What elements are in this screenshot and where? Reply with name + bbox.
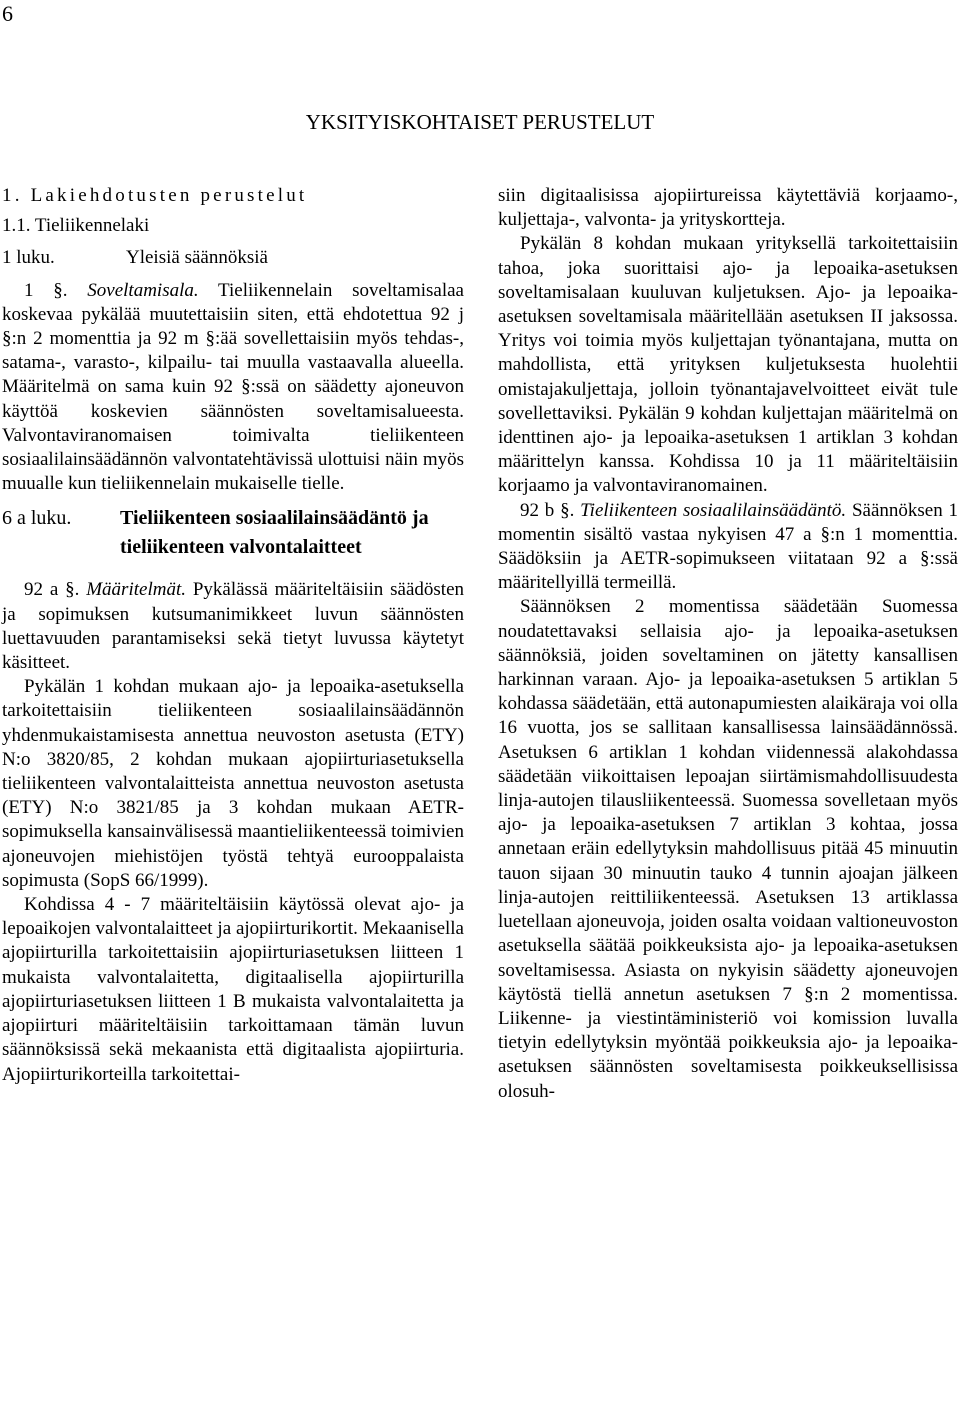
chapter-1-heading	[2, 246, 464, 270]
section-1-number: 1 §.	[24, 279, 88, 301]
section-92a-text: Pykälässä määriteltäisiin säädösten ja sopimuksen kutsumanimikkeet luvun säännösten luettavuuden parantamiseksi sekä tietyt luvussa käytetyt käsitteet.	[2, 579, 465, 674]
right-column	[498, 184, 958, 1104]
section-92b-paragraph	[498, 499, 958, 596]
chapter-6a-title: Tieliikenteen sosiaalilainsäädäntö ja tieliikenteen valvontalaitteet	[120, 507, 429, 559]
left-paragraph-2: Pykälän 1 kohdan mukaan ajo- ja lepoaika-asetuksella tarkoitettaisiin tieliikenteen sosiaalilainsäädännön yhdenmukaistamisesta annettua neuvoston asetusta (ETY) N:o 3820/85, 2 kohdan mukaan ajopiirturiasetuksella tieliikenteen valvontalaitteista annettua neuvoston asetusta (ETY) N:o 3821/85 ja 3 kohdan mukaan AETR-sopimuksella kansainvälisessä maantieliikenteessä toimivien ajoneuvojen miehistöjen työstä tehtyä eurooppalaista sopimusta (SopS 66/1999).	[2, 676, 464, 891]
right-paragraph-2: Pykälän 8 kohdan mukaan yrityksellä tarkoitettaisiin tahoa, joka suorittaisi ajo- ja lepoaika-asetuksen soveltamisalaan kuuluvan kuljetuksen. Ajo- ja lepoaika-asetuksen soveltamisala määritellään asetuksen II jaksossa. Yritys voi toimia myös kuljettajan työnantajana, mutta on mahdollista, että yrityksen kuljetuksesta huolehtii omistajakuljettaja, jolloin työnantajavelvoitteet eivät tule sovellettaviksi. Pykälän 9 kohdan kuljettajan määritelmä on identtinen ajo- ja lepoaika-asetuksen 1 artiklan 3 kohdan määrittelyn kanssa. Kohdissa 10 ja 11 määriteltäisiin korjaamo ja valvontaviranomainen.	[498, 233, 958, 497]
chapter-1-label: 1 luku.	[2, 247, 55, 269]
section-92b-title: Tieliikenteen sosiaalilainsäädäntö.	[580, 499, 847, 521]
right-paragraph-1: siin digitaalisissa ajopiirtureissa käytettäviä korjaamo-, kuljettaja-, valvonta- ja yrityskortteja.	[498, 185, 958, 231]
section-92a-title: Määritelmät.	[86, 579, 186, 601]
left-column	[2, 184, 464, 1087]
page-number: 6	[2, 1, 13, 26]
section-1-title: Soveltamisala.	[87, 279, 199, 301]
left-paragraph-3: Kohdissa 4 - 7 määriteltäisiin käytössä olevat ajo- ja lepoaikojen valvontalaitteet ja ajopiirturikortit. Mekaanisella ajopiirturilla tarkoitettaisiin ajopiirturiasetuksen liitteen 1 mukaista valvontalaitetta, digitaalisella ajopiirturilla ajopiirturiasetuksen liitteen 1 B mukaista valvontalaitetta ja ajopiirturi määriteltäisiin tarkoittamaan tämän luvun säännöksissä sekä mekaanista että digitaalista ajopiirturia. Ajopiirturikorteilla tarkoitettai-	[2, 894, 464, 1085]
section-1-text: Tieliikennelain soveltamisalaa koskevaa pykälää muutettaisiin siten, että ehdotettua 92 j §:n 2 momenttia ja 92 m §:ää sovellettaisiin myös tehdas-, satama-, varasto-, kilpailu- tai muulla vastaavalla alueella. Määritelmä on sama kuin 92 §:ssä on säädetty ajoneuvon käyttöä koskevien säännösten soveltamisalueesta. Valvontaviranomaisen toimivalta tieliikenteen sosiaalilainsäädännön valvontatehtävissä ulottuisi näin myös muualle kun tieliikennelain mukaiselle tielle.	[2, 279, 464, 495]
section-heading-1: 1. Lakiehdotusten perustelut	[2, 185, 308, 206]
section-92b-text: Säännöksen 1 momentin sisältö vastaa nykyisen 47 a §:n 1 momenttia. Säädöksiin ja AETR-sopimukseen viitataan 92 a §:ssä määritellyillä termeillä.	[498, 499, 958, 594]
right-paragraph-4: Säännöksen 2 momentissa säädetään Suomessa noudatettavaksi sellaisia ajo- ja lepoaika-asetuksen säännöksiä, joiden soveltaminen on jätetty kansallisen harkinnan varaan. Ajo- ja lepoaika-asetuksen 5 artiklan 5 kohdassa säädetään, että autonapumiesten alaikäraja voi olla 16 vuotta, jos se sallitaan kansallisessa lainsäädännössä. Asetuksen 6 artiklan 1 kohdan viidennessä alakohdassa säädetään viikoittaisen lepoajan siirtämismahdollisuudesta linja-autojen tilausliikenteessä. Suomessa sovelletaan myös ajo- ja lepoaika-asetuksen 7 artiklan 3 kohtaa, jossa annetaan eräin edellytyksin mahdollisuus pitää 45 minuutin tauon sijaan 30 minuutin tauko 4 tunnin ajoajan jälkeen linja-autojen reittiliikenteessä. Asetuksen 13 artiklassa luetellaan ajoneuvoja, joiden osalta voidaan valtioneuvoston asetuksella säätää poikkeuksista ajo- ja lepoaika-asetuksen soveltamisessa. Asiasta on nykyisin säädetty ajoneuvojen käytöstä tiellä annetun asetuksen 7 §:n 2 momentissa. Liikenne- ja viestintäministeriö voi komission luvalla tietyin edellytyksin myöntää poikkeuksia ajo- ja lepoaika-asetuksen säännösten soveltamisesta poikkeuksellisissa olosuh-	[498, 596, 958, 1102]
chapter-6a-label: 6 a luku.	[2, 507, 72, 530]
section-heading-1-1: 1.1. Tieliikennelaki	[2, 215, 150, 237]
page-heading	[0, 108, 960, 136]
section-92b-number: 92 b §.	[520, 499, 581, 521]
section-1-paragraph	[2, 279, 464, 497]
chapter-6a-heading	[2, 504, 464, 562]
section-92a-paragraph	[2, 578, 464, 675]
section-92a-number: 92 a §.	[24, 579, 87, 601]
chapter-1-title: Yleisiä säännöksiä	[126, 247, 268, 269]
page-heading-text: YKSITYISKOHTAISET PERUSTELUT	[305, 110, 655, 134]
